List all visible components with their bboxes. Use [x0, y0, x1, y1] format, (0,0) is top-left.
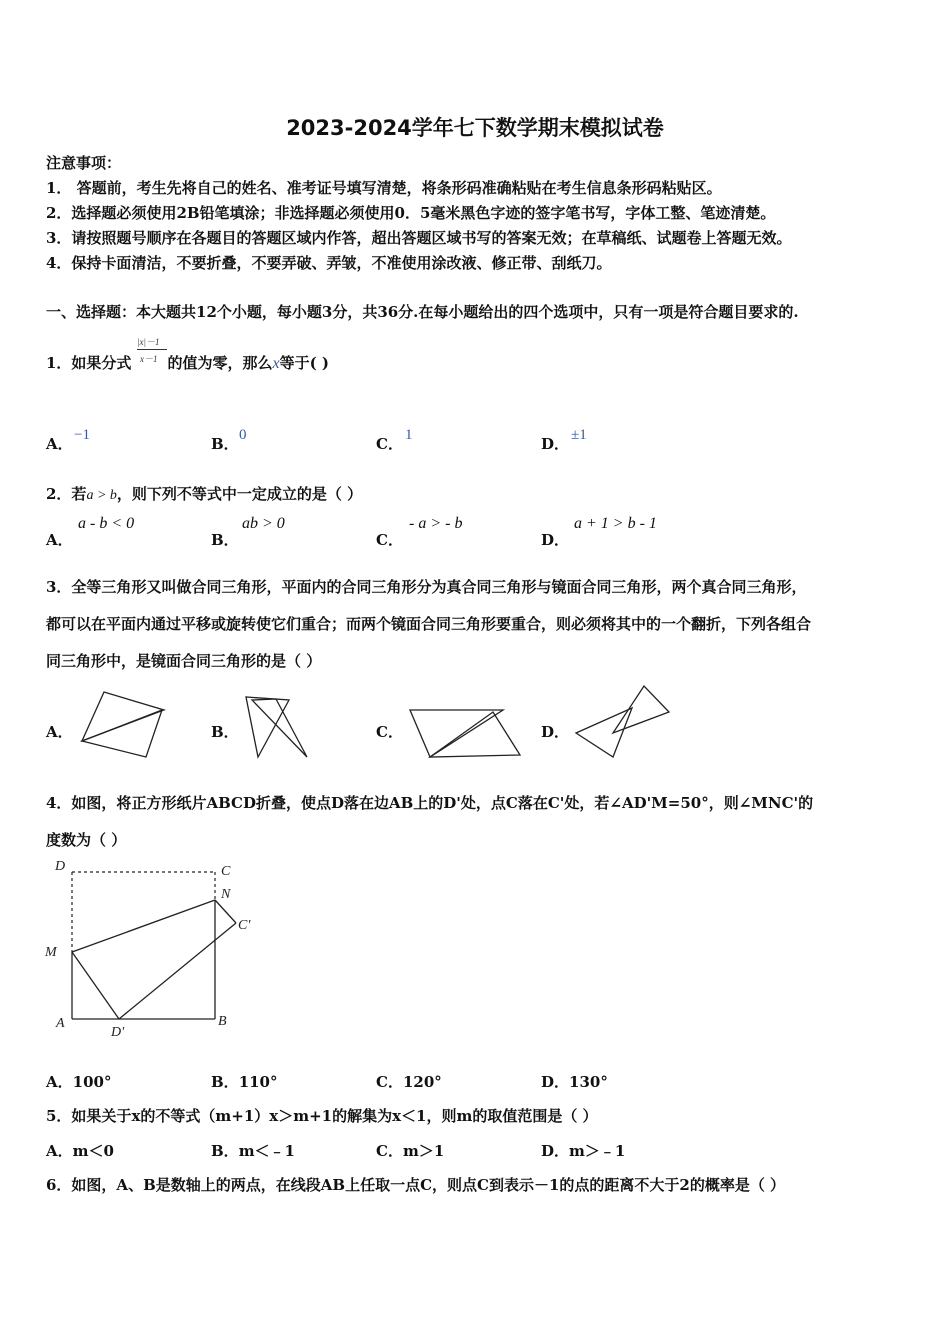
q3-option-d-label: D．: [541, 723, 570, 741]
notice-item-3: 3．请按照题号顺序在各题目的答题区域内作答，超出答题区域书写的答案无效；在草稿纸、试题卷上答题无效。: [46, 229, 792, 247]
q3-line-2: 都可以在平面内通过平移或旋转使它们重合；而两个镜面合同三角形要重合，则必须将其中的一个翻折，下列各组合: [46, 615, 812, 633]
q4-label-c: C: [221, 864, 231, 879]
q1-option-c-label: C．: [376, 435, 403, 453]
q1-option-b-value: 0: [239, 427, 247, 443]
q2-option-c-value: - a > - b: [409, 515, 463, 532]
section-heading: 一、选择题：本大题共12个小题，每小题3分，共36分.在每小题给出的四个选项中，只有一项是符合题目要求的.: [46, 303, 799, 321]
q5-option-a: A．m＜0: [46, 1142, 114, 1160]
q1-option-c-value: 1: [405, 427, 413, 443]
q4-label-c-prime: C': [238, 918, 251, 933]
notice-item-1: 1． 答题前，考生先将自己的姓名、准考证号填写清楚，将条形码准确粘贴在考生信息条形码粘贴区。: [46, 179, 722, 197]
q5-stem: 5．如果关于x的不等式（m+1）x＞m+1的解集为x＜1，则m的取值范围是（ ）: [46, 1107, 598, 1125]
notice-item-4: 4．保持卡面清洁，不要折叠，不要弄破、弄皱，不准使用涂改液、修正带、刮纸刀。: [46, 254, 612, 272]
q4-line-2: 度数为（ ）: [46, 831, 127, 849]
q4-label-d-prime: D': [111, 1025, 125, 1040]
q4-label-n: N: [221, 887, 231, 902]
notice-item-2: 2．选择题必须使用2B铅笔填涂；非选择题必须使用0．5毫米黑色字迹的签字笔书写，字体工整、笔迹清楚。: [46, 204, 776, 222]
notice-heading: 注意事项：: [46, 154, 122, 172]
q3-line-3: 同三角形中，是镜面合同三角形的是（ ）: [46, 652, 322, 670]
q4-line-1: 4．如图，将正方形纸片ABCD折叠，使点D落在边AB上的D'处，点C落在C'处，若∠AD'M=50°，则∠MNC'的: [46, 794, 814, 812]
q3-option-c-label: C．: [376, 723, 403, 741]
q4-option-d: D．130°: [541, 1073, 608, 1091]
q2-post: ，则下列不等式中一定成立的是（ ）: [116, 485, 363, 503]
q1-post: 等于( ): [279, 354, 329, 372]
q5-option-d: D．m＞﹣1: [541, 1142, 626, 1160]
q3-option-a-label: A．: [46, 723, 73, 741]
q1-option-d-value: ±1: [571, 427, 587, 443]
q1-pre: 1．如果分式: [46, 354, 132, 372]
q2-option-b-value: ab > 0: [242, 515, 285, 532]
q4-option-a: A．100°: [46, 1073, 112, 1091]
q5-option-c: C．m＞1: [376, 1142, 445, 1160]
q3-option-b-label: B．: [211, 723, 239, 741]
q5-option-b: B．m＜﹣1: [211, 1142, 295, 1160]
q4-label-m: M: [45, 945, 57, 960]
page-title: 2023-2024学年七下数学期末模拟试卷: [286, 116, 664, 140]
q6-stem: 6．如图，A、B是数轴上的两点，在线段AB上任取一点C，则点C到表示－1的点的距离不大于2的概率是（ ）: [46, 1176, 786, 1194]
q1-option-d-label: D．: [541, 435, 570, 453]
q4-label-a: A: [56, 1016, 65, 1031]
q4-label-d: D: [55, 859, 66, 874]
q2-cond: a > b: [86, 488, 117, 503]
q1-option-a-value: −1: [74, 427, 90, 443]
q4-option-c: C．120°: [376, 1073, 442, 1091]
q2-option-c-label: C．: [376, 531, 403, 549]
q1-mid: 的值为零，那么: [167, 354, 273, 372]
q2-pre: 2．若: [46, 485, 87, 503]
q2-option-b-label: B．: [211, 531, 239, 549]
q4-label-b: B: [218, 1014, 227, 1029]
q1-fraction-numerator: |x|－1: [137, 337, 160, 347]
q2-option-d-value: a + 1 > b - 1: [574, 515, 657, 532]
q2-option-a-label: A．: [46, 531, 73, 549]
q1-option-b-label: B．: [211, 435, 239, 453]
q2-option-a-value: a - b < 0: [78, 515, 135, 532]
q2-option-d-label: D．: [541, 531, 570, 549]
q1-var: x: [272, 355, 280, 372]
q3-line-1: 3．全等三角形又叫做合同三角形，平面内的合同三角形分为真合同三角形与镜面合同三角形，两个真合同三角形，: [46, 578, 807, 596]
q1-fraction-denominator: x－1: [140, 354, 158, 364]
q4-option-b: B．110°: [211, 1073, 278, 1091]
q1-option-a-label: A．: [46, 435, 73, 453]
